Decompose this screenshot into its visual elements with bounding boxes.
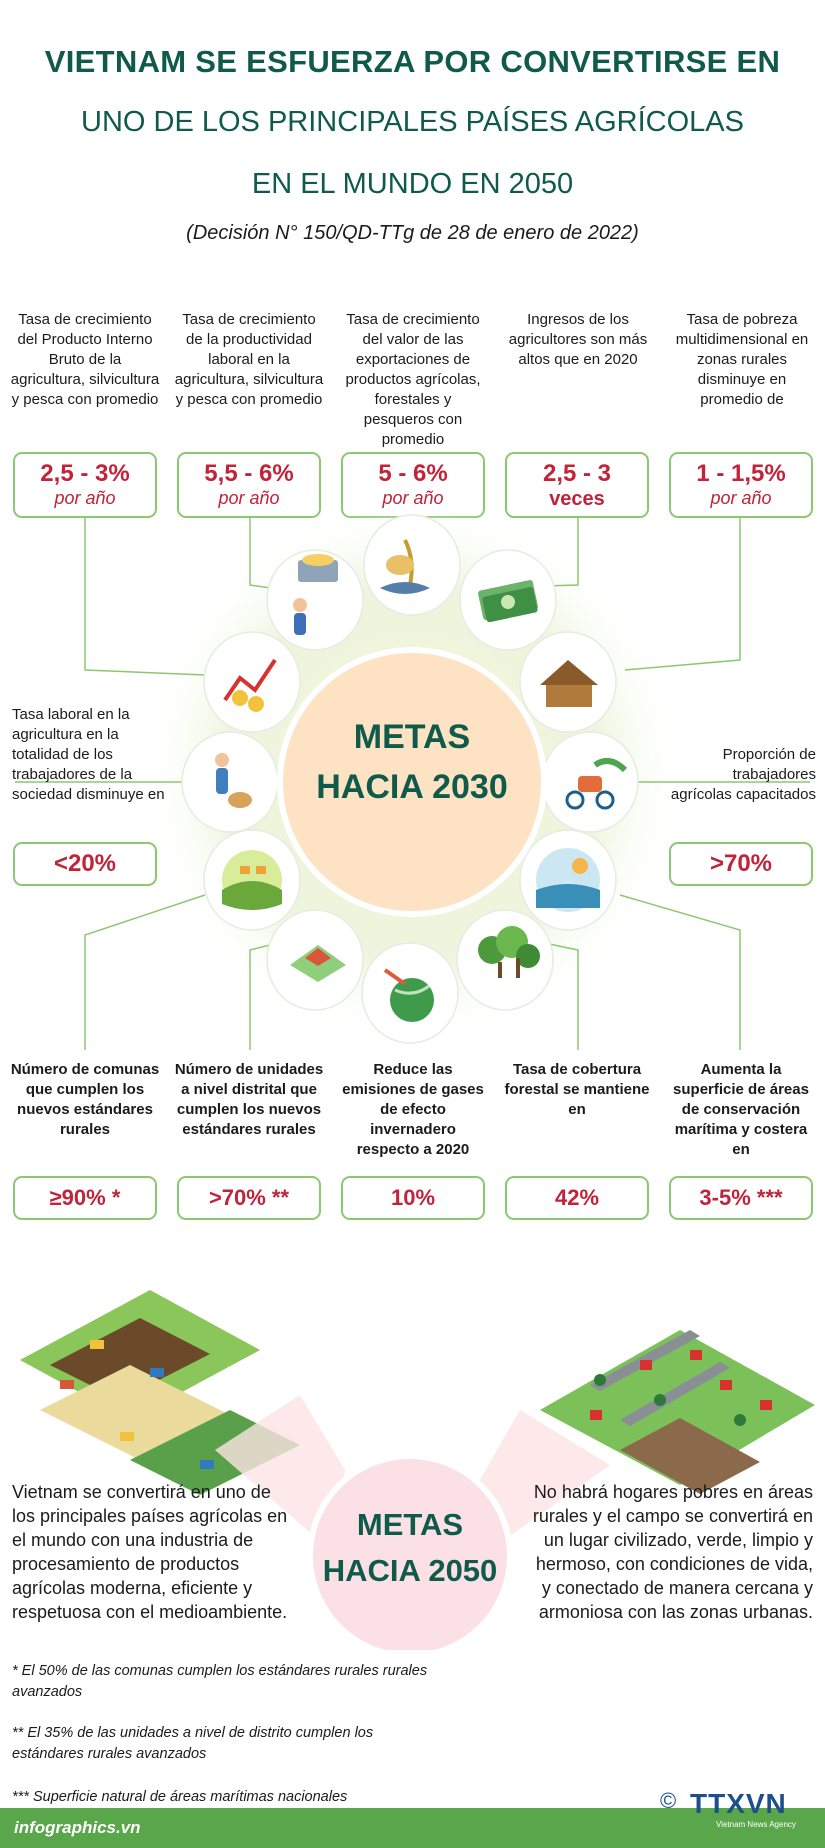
top-metric-unit-1: por año	[54, 488, 116, 508]
bottom-metric-label-4: Tasa de cobertura forestal se mantiene en	[504, 1061, 650, 1118]
top-metric-unit-3: por año	[382, 488, 444, 508]
footnote-1: * El 50% de las comunas cumplen los estándares rurales rurales avanzados	[12, 1663, 428, 1700]
top-metric-label-3: Tasa de crecimiento del valor de las exportaciones de productos agrícolas, forestales y pesqueros con promedio	[345, 311, 481, 448]
bottom-metric-value-4: 42%	[554, 1185, 600, 1210]
mid-left-box	[13, 842, 157, 886]
copyright-icon: ©	[660, 1788, 677, 1813]
top-metric-value-2: 5,5 - 6%	[204, 460, 294, 487]
top-metric-label-1: Tasa de crecimiento del Producto Interno Bruto de la agricultura, silvicultura y pesca con promedio	[10, 311, 160, 408]
top-metric-value-5: 1 - 1,5%	[696, 460, 786, 487]
top-metric-unit-5: por año	[710, 488, 772, 508]
goal-2050-left-text: Vietnam se convertirá en uno de los principales países agrícolas en el mundo con una industria de procesamiento de productos agrícolas moderna, eficiente y respetuosa con el medioambiente.	[12, 1482, 288, 1622]
top-metric-box-3	[341, 452, 485, 518]
bottom-metric-box-5	[669, 1176, 813, 1220]
bottom-metric-value-2: >70% **	[208, 1185, 290, 1210]
top-metric-value-1: 2,5 - 3%	[40, 460, 130, 487]
footnote-2: ** El 35% de las unidades a nivel de distrito cumplen los estándares rurales avanzados	[12, 1725, 374, 1762]
bottom-metric-box-3	[341, 1176, 485, 1220]
bottom-metric-box-4	[505, 1176, 649, 1220]
mid-left-label: Tasa laboral en la agricultura en la totalidad de los trabajadores de la sociedad disminuye en	[12, 706, 165, 803]
top-metric-box-4	[505, 452, 649, 518]
title-line-1: VIETNAM SE ESFUERZA POR CONVERTIRSE EN	[44, 44, 781, 79]
hub-2050-line2: HACIA 2050	[322, 1553, 498, 1588]
village-icon	[222, 850, 282, 910]
hub-2050-label	[310, 1502, 510, 1594]
top-metric-value-3: 5 - 6%	[378, 460, 448, 487]
bottom-metric-label-1: Número de comunas que cumplen los nuevos estándares rurales	[10, 1061, 160, 1138]
top-metric-label-4: Ingresos de los agricultores son más altos que en 2020	[508, 311, 648, 368]
goal-2050-right-text: No habrá hogares pobres en áreas rurales y el campo se convertirá en un lugar civilizado, verde, limpio y hermoso, con condiciones de vida, y conectado de manera cercana y armoniosa con las zonas urbanas.	[532, 1482, 813, 1622]
top-metric-value-4: 2,5 - 3	[542, 460, 612, 487]
bottom-metric-value-1: ≥90% *	[49, 1185, 121, 1210]
bottom-metric-label-3: Reduce las emisiones de gases de efecto invernadero respecto a 2020	[342, 1061, 484, 1158]
hub-2030-line2: HACIA 2030	[316, 768, 508, 806]
brand-logo: TTXVN	[690, 1788, 787, 1819]
beach-icon	[536, 848, 600, 912]
top-metric-unit-2: por año	[218, 488, 280, 508]
mid-left-value: <20%	[53, 850, 117, 877]
footnote-3: *** Superficie natural de áreas marítimas nacionales	[12, 1789, 348, 1805]
mid-right-box	[669, 842, 813, 886]
footer-site[interactable]: infographics.vn	[14, 1818, 141, 1837]
top-metric-box-1	[13, 452, 157, 518]
brand-subtitle: Vietnam News Agency	[716, 1820, 796, 1829]
top-metric-box-5	[669, 452, 813, 518]
hub-2030-label	[312, 712, 512, 812]
subtitle: (Decisión N° 150/QD-TTg de 28 de enero de 2022)	[186, 222, 639, 244]
top-metric-label-2: Tasa de crecimiento de la productividad laboral en la agricultura, silvicultura y pesca con promedio	[174, 311, 324, 408]
hub-2030-line1: METAS	[353, 718, 471, 756]
bottom-metric-label-2: Número de unidades a nivel distrital que cumplen los nuevos estándares rurales	[174, 1061, 324, 1138]
bottom-metric-box-1	[13, 1176, 157, 1220]
bottom-metric-box-2	[177, 1176, 321, 1220]
top-metric-label-5: Tasa de pobreza multidimensional en zonas rurales disminuye en promedio de	[675, 311, 809, 408]
top-metric-unit-4: veces	[549, 488, 605, 510]
mid-right-value: >70%	[709, 850, 773, 877]
top-metric-box-2	[177, 452, 321, 518]
bottom-metric-value-3: 10%	[390, 1185, 436, 1210]
mid-right-label: Proporción de trabajadores agrícolas capacitados	[670, 746, 816, 803]
title-line-2: UNO DE LOS PRINCIPALES PAÍSES AGRÍCOLAS	[81, 106, 744, 138]
title-line-3: EN EL MUNDO EN 2050	[251, 168, 574, 200]
bottom-metric-value-5: 3-5% ***	[699, 1185, 783, 1210]
bottom-metric-label-5: Aumenta la superficie de áreas de conservación marítima y costera en	[673, 1061, 809, 1158]
hub-2050-line1: METAS	[356, 1507, 464, 1542]
